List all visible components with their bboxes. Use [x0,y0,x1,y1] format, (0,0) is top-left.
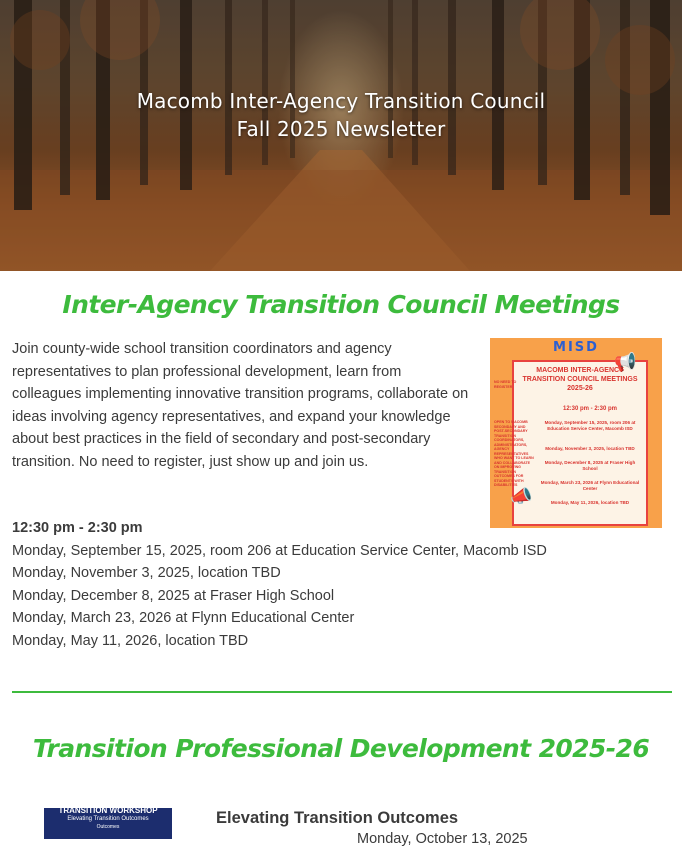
thumb-subtitle-2: Outcomes [96,824,120,830]
meeting-schedule [12,517,632,652]
newsletter-title-line2: Fall 2025 Newsletter [236,117,446,141]
flyer-side-text: OPEN TO MACOMB SECONDARY AND POST-SECONDARY TRANSITION COORDINATORS, ADMINISTRATORS, AGENCY REPRESENTATIVES WHO WANT TO LEARN AND COLLABORATE ON IMPROVING TRANSITION OUTCOMES FOR STUDENTS WITH DISABILITIES [494,420,534,487]
newsletter-title-line1: Macomb Inter-Agency Transition Council [136,89,546,113]
meeting-date: Monday, May 11, 2026, location TBD [12,632,249,649]
flyer-time: 12:30 pm - 2:30 pm [562,406,618,412]
megaphone-icon: 📣 [510,486,533,506]
pd-event-date: Monday, October 13, 2025 [357,831,528,847]
megaphone-icon: 📢 [614,352,637,372]
flyer-side-note: NO NEED TO REGISTER [494,380,517,389]
flyer-item: Monday, November 3, 2025, location TBD [545,446,635,451]
meetings-intro-text: Join county-wide school transition coordinators and agency representatives to plan professional development, learn from colleagues implementing innovative transition programs, collaborate on ideas involving agency representatives, and expand your knowledge about best practices in the field of secondary and post-secondary transition. No need to register, just show up and join us. [12,341,469,470]
flyer-item: Monday, September 15, 2025, room 206 at Education Service Center, Macomb ISD [544,420,636,431]
section-divider [12,691,672,693]
pd-heading: Transition Professional Development 2025-26 [32,734,650,763]
meeting-date: Monday, November 3, 2025, location TBD [12,565,281,581]
meeting-date: Monday, March 23, 2026 at Flynn Educational Center [12,610,355,626]
flyer-title: MACOMB INTER-AGENCY TRANSITION COUNCIL MEETINGS 2025-26 [522,367,638,392]
misd-logo: MISD [553,340,599,355]
flyer-item: Monday, December 8, 2025 at Fraser High School [544,460,636,471]
meetings-flyer-image[interactable] [490,338,662,528]
meeting-time: 12:30 pm - 2:30 pm [12,520,143,536]
flyer-item: Monday, May 11, 2026, location TBD [550,500,630,505]
flyer-item: Monday, March 23, 2026 at Flynn Educational Center [540,480,640,491]
workshop-flyer-thumbnail[interactable] [44,808,172,839]
pd-event-title: Elevating Transition Outcomes [216,809,459,827]
thumb-title: TRANSITION WORKSHOP [58,808,158,815]
meetings-heading: Inter-Agency Transition Council Meetings [62,290,620,319]
thumb-subtitle: Elevating Transition Outcomes [67,816,149,822]
meeting-date: Monday, September 15, 2025, room 206 at Education Service Center, Macomb ISD [12,542,547,559]
hero-banner [0,0,682,271]
meeting-date: Monday, December 8, 2025 at Fraser High School [12,587,335,604]
